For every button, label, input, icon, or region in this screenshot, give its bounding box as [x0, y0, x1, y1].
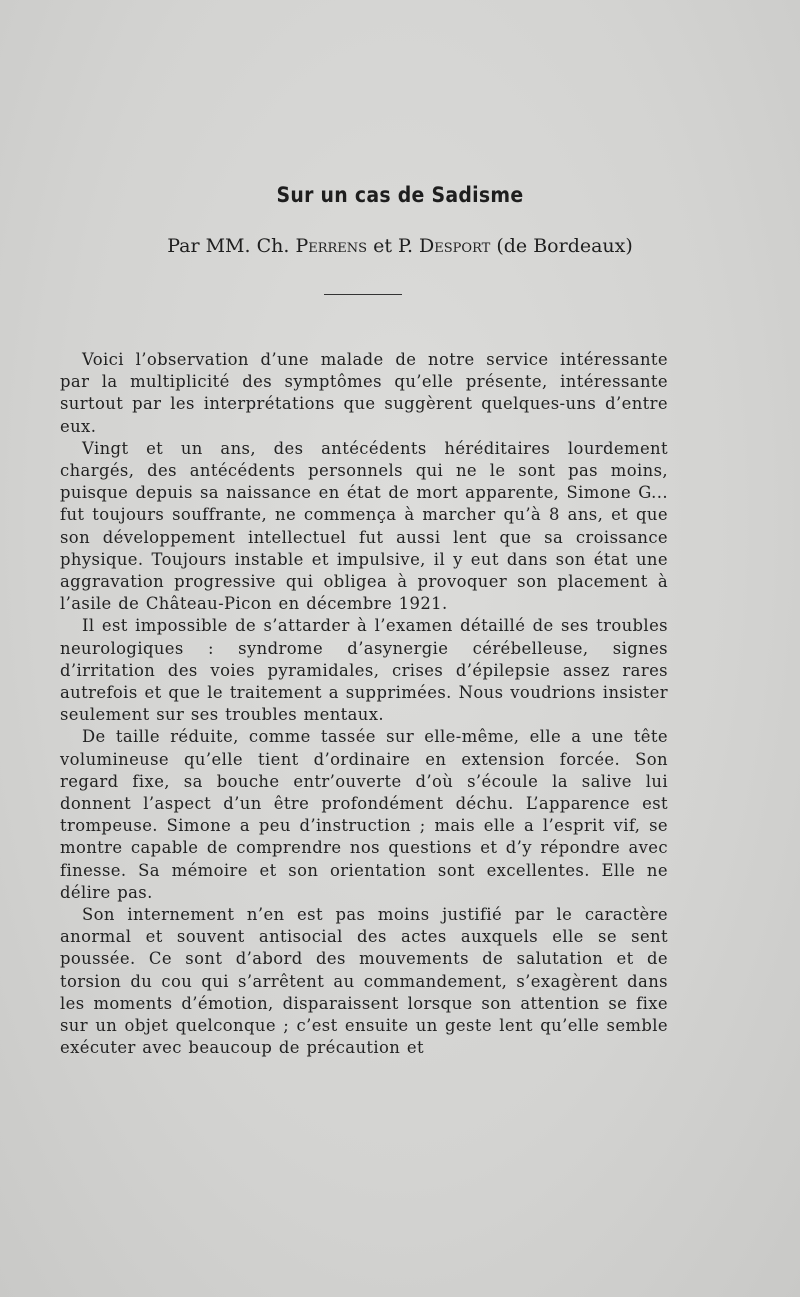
paragraph: De taille réduite, comme tassée sur elle-même, elle a une tête volumineuse qu’elle tient d’ordinaire en extension forcée. Son regard fixe, sa bouche entr’ouverte d’où s’écoule la salive lui donnent l’aspect d’un être profondément déchu. L’apparence est trompeuse. Simone a peu d’instruction ; mais elle a l’esprit vif, se montre capable de comprendre nos questions et d’y répondre avec finesse. Sa mémoire et son orientation sont excellentes. Elle ne délire pas. — [60, 727, 668, 902]
separator-rule — [324, 294, 402, 295]
author-desport: Desport — [419, 235, 491, 257]
author-perrens: Perrens — [295, 235, 368, 257]
paragraph: Son internement n’en est pas moins justifié par le caractère anormal et souvent antisocial des actes auxquels elle se sent poussée. Ce sont d’abord des mouvements de salutation et de torsion du cou qui s’arrêtent au commandement, s’exagèrent dans les moments d’émotion, disparaissent lorsque son attention se fixe sur un objet quelconque ; c’est ensuite un geste lent qu’elle semble exécuter avec beaucoup de précaution et — [60, 905, 668, 1058]
byline-prefix: Par MM. Ch. — [167, 235, 296, 257]
paragraph: Vingt et un ans, des antécédents héréditaires lourdement chargés, des antécédents personnels qui ne le sont pas moins, puisque depuis sa naissance en état de mort apparente, Simone G... fut toujours souffrante, ne commença à marcher qu’à 8 ans, et que son développement intellectuel fut aussi lent que sa croissance physique. Toujours instable et impulsive, il y eut dans son état une aggravation progressive qui obligea à provoquer son placement à l’asile de Château-Picon en décembre 1921. — [60, 438, 668, 614]
article-title: Sur un cas de Sadisme — [276, 183, 524, 207]
byline-suffix: (de Bordeaux) — [490, 235, 633, 257]
paragraph: Il est impossible de s’attarder à l’examen détaillé de ses troubles neurologiques : syndrome d’asynergie cérébelleuse, signes d’irritation des voies pyramidales, crises d’épilepsie assez rares autrefois et que le traitement a supprimées. Nous voudrions insister seulement sur ses troubles mentaux. — [60, 616, 668, 725]
byline-mid: et P. — [367, 235, 420, 257]
paragraph: Voici l’observation d’une malade de notre service intéressante par la multiplicité des symptômes qu’elle présente, intéressante surtout par les interprétations que suggèrent quelques-uns d’entre eux. — [60, 350, 668, 436]
article-body — [60, 349, 668, 1060]
article-byline — [0, 235, 800, 257]
